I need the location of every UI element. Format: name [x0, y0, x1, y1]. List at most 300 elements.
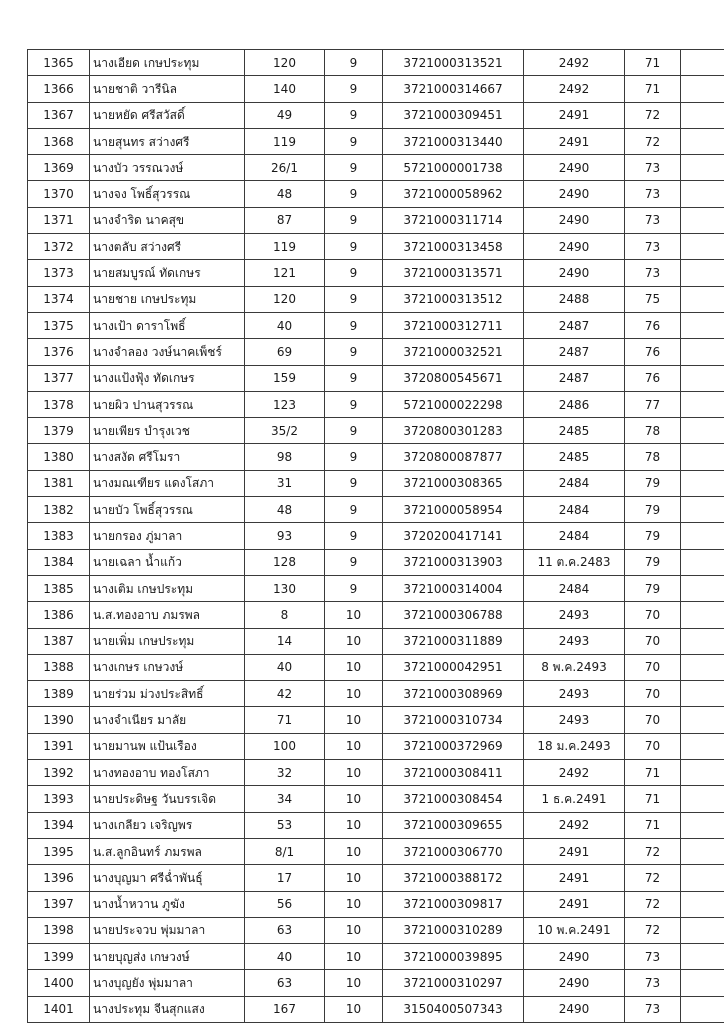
table-row [28, 523, 724, 549]
citizen-id-cell: 3721000306770 [383, 838, 524, 864]
remark-cell [681, 365, 724, 391]
person-name-cell: นางมณเฑียร แดงโสภา [90, 470, 245, 496]
row-number-cell: 1394 [28, 812, 90, 838]
village-number-cell: 9 [325, 575, 383, 601]
table-row [28, 444, 724, 470]
age-cell: 70 [625, 602, 681, 628]
age-cell: 70 [625, 733, 681, 759]
table-row [28, 681, 724, 707]
table-row [28, 838, 724, 864]
remark-cell [681, 128, 724, 154]
table-row [28, 733, 724, 759]
village-number-cell: 10 [325, 654, 383, 680]
citizen-id-cell: 3721000058954 [383, 497, 524, 523]
table-row [28, 865, 724, 891]
remark-cell [681, 707, 724, 733]
remark-cell [681, 102, 724, 128]
citizen-id-cell: 3721000308454 [383, 786, 524, 812]
citizen-id-cell: 3721000311889 [383, 628, 524, 654]
table-row [28, 654, 724, 680]
age-cell: 73 [625, 181, 681, 207]
citizen-id-cell: 3721000042951 [383, 654, 524, 680]
remark-cell [681, 786, 724, 812]
remark-cell [681, 155, 724, 181]
village-number-cell: 10 [325, 812, 383, 838]
citizen-id-cell: 3721000310289 [383, 917, 524, 943]
row-number-cell: 1367 [28, 102, 90, 128]
row-number-cell: 1378 [28, 391, 90, 417]
table-row [28, 707, 724, 733]
birth-year-cell: 18 ม.ค.2493 [524, 733, 625, 759]
house-number-cell: 34 [245, 786, 325, 812]
birth-year-cell: 2493 [524, 681, 625, 707]
age-cell: 71 [625, 50, 681, 76]
village-number-cell: 9 [325, 260, 383, 286]
citizen-id-cell: 3721000313458 [383, 234, 524, 260]
house-number-cell: 40 [245, 654, 325, 680]
age-cell: 75 [625, 286, 681, 312]
birth-year-cell: 2490 [524, 234, 625, 260]
village-number-cell: 10 [325, 970, 383, 996]
row-number-cell: 1379 [28, 418, 90, 444]
house-number-cell: 17 [245, 865, 325, 891]
birth-year-cell: 2485 [524, 418, 625, 444]
citizen-id-cell: 3721000313903 [383, 549, 524, 575]
remark-cell [681, 497, 724, 523]
person-name-cell: นายชาย เกษประทุม [90, 286, 245, 312]
citizen-id-cell: 3721000313521 [383, 50, 524, 76]
age-cell: 72 [625, 917, 681, 943]
house-number-cell: 167 [245, 996, 325, 1022]
house-number-cell: 119 [245, 234, 325, 260]
citizen-id-cell: 3721000309817 [383, 891, 524, 917]
birth-year-cell: 2491 [524, 838, 625, 864]
row-number-cell: 1396 [28, 865, 90, 891]
age-cell: 79 [625, 497, 681, 523]
birth-year-cell: 10 พ.ค.2491 [524, 917, 625, 943]
table-row [28, 365, 724, 391]
village-number-cell: 9 [325, 76, 383, 102]
person-name-cell: น.ส.ลูกอินทร์ ภมรพล [90, 838, 245, 864]
citizen-id-cell: 5721000022298 [383, 391, 524, 417]
row-number-cell: 1395 [28, 838, 90, 864]
row-number-cell: 1385 [28, 575, 90, 601]
remark-cell [681, 865, 724, 891]
citizen-id-cell: 3720800301283 [383, 418, 524, 444]
age-cell: 78 [625, 444, 681, 470]
person-name-cell: นางทองอาบ ทองโสภา [90, 760, 245, 786]
house-number-cell: 26/1 [245, 155, 325, 181]
table-row [28, 207, 724, 233]
citizen-id-cell: 3721000308969 [383, 681, 524, 707]
house-number-cell: 121 [245, 260, 325, 286]
age-cell: 73 [625, 207, 681, 233]
village-number-cell: 10 [325, 865, 383, 891]
remark-cell [681, 50, 724, 76]
house-number-cell: 71 [245, 707, 325, 733]
citizen-id-cell: 3721000039895 [383, 944, 524, 970]
birth-year-cell: 8 พ.ค.2493 [524, 654, 625, 680]
table-row [28, 312, 724, 338]
house-number-cell: 42 [245, 681, 325, 707]
house-number-cell: 140 [245, 76, 325, 102]
person-name-cell: นายมานพ แป้นเรือง [90, 733, 245, 759]
citizen-id-cell: 3721000313512 [383, 286, 524, 312]
table-row [28, 602, 724, 628]
citizen-id-cell: 3720800087877 [383, 444, 524, 470]
house-number-cell: 8/1 [245, 838, 325, 864]
person-name-cell: นางจง โพธิ์สุวรรณ [90, 181, 245, 207]
citizen-id-cell: 3721000308411 [383, 760, 524, 786]
village-number-cell: 9 [325, 234, 383, 260]
age-cell: 72 [625, 891, 681, 917]
remark-cell [681, 654, 724, 680]
birth-year-cell: 2493 [524, 707, 625, 733]
age-cell: 73 [625, 970, 681, 996]
birth-year-cell: 2492 [524, 76, 625, 102]
house-number-cell: 14 [245, 628, 325, 654]
birth-year-cell: 2490 [524, 260, 625, 286]
remark-cell [681, 944, 724, 970]
table-row [28, 470, 724, 496]
village-number-cell: 9 [325, 365, 383, 391]
person-name-cell: นายร่วม ม่วงประสิทธิ์ [90, 681, 245, 707]
remark-cell [681, 286, 724, 312]
citizen-id-cell: 3721000306788 [383, 602, 524, 628]
register-table [27, 49, 724, 1023]
birth-year-cell: 2484 [524, 575, 625, 601]
age-cell: 73 [625, 260, 681, 286]
row-number-cell: 1384 [28, 549, 90, 575]
citizen-id-cell: 3721000311714 [383, 207, 524, 233]
citizen-id-cell: 3721000313571 [383, 260, 524, 286]
house-number-cell: 128 [245, 549, 325, 575]
table-row [28, 181, 724, 207]
birth-year-cell: 2493 [524, 602, 625, 628]
row-number-cell: 1383 [28, 523, 90, 549]
house-number-cell: 56 [245, 891, 325, 917]
table-row [28, 155, 724, 181]
person-name-cell: นางเกษร เกษวงษ์ [90, 654, 245, 680]
birth-year-cell: 2491 [524, 891, 625, 917]
village-number-cell: 9 [325, 444, 383, 470]
age-cell: 79 [625, 575, 681, 601]
birth-year-cell: 2492 [524, 50, 625, 76]
row-number-cell: 1377 [28, 365, 90, 391]
row-number-cell: 1386 [28, 602, 90, 628]
citizen-id-cell: 3721000312711 [383, 312, 524, 338]
person-name-cell: นางสงัด ศรีโมรา [90, 444, 245, 470]
birth-year-cell: 2486 [524, 391, 625, 417]
row-number-cell: 1376 [28, 339, 90, 365]
remark-cell [681, 838, 724, 864]
birth-year-cell: 2490 [524, 970, 625, 996]
age-cell: 79 [625, 470, 681, 496]
citizen-id-cell: 3721000310734 [383, 707, 524, 733]
remark-cell [681, 312, 724, 338]
birth-year-cell: 2484 [524, 523, 625, 549]
table-row [28, 50, 724, 76]
citizen-id-cell: 3721000372969 [383, 733, 524, 759]
birth-year-cell: 2490 [524, 944, 625, 970]
table-row [28, 786, 724, 812]
birth-year-cell: 2484 [524, 470, 625, 496]
table-row [28, 102, 724, 128]
citizen-id-cell: 3721000314667 [383, 76, 524, 102]
table-row [28, 996, 724, 1022]
table-row [28, 128, 724, 154]
house-number-cell: 123 [245, 391, 325, 417]
age-cell: 70 [625, 707, 681, 733]
village-number-cell: 10 [325, 891, 383, 917]
age-cell: 79 [625, 549, 681, 575]
house-number-cell: 87 [245, 207, 325, 233]
remark-cell [681, 444, 724, 470]
age-cell: 70 [625, 654, 681, 680]
row-number-cell: 1390 [28, 707, 90, 733]
row-number-cell: 1387 [28, 628, 90, 654]
person-name-cell: นายสุนทร สว่างศรี [90, 128, 245, 154]
birth-year-cell: 2490 [524, 181, 625, 207]
age-cell: 71 [625, 76, 681, 102]
age-cell: 73 [625, 944, 681, 970]
house-number-cell: 159 [245, 365, 325, 391]
birth-year-cell: 2485 [524, 444, 625, 470]
village-number-cell: 10 [325, 917, 383, 943]
row-number-cell: 1365 [28, 50, 90, 76]
person-name-cell: น.ส.ทองอาบ ภมรพล [90, 602, 245, 628]
row-number-cell: 1391 [28, 733, 90, 759]
age-cell: 71 [625, 760, 681, 786]
table-row [28, 418, 724, 444]
age-cell: 72 [625, 128, 681, 154]
remark-cell [681, 76, 724, 102]
village-number-cell: 9 [325, 155, 383, 181]
remark-cell [681, 996, 724, 1022]
village-number-cell: 9 [325, 549, 383, 575]
citizen-id-cell: 3721000309655 [383, 812, 524, 838]
village-number-cell: 10 [325, 786, 383, 812]
village-number-cell: 9 [325, 102, 383, 128]
row-number-cell: 1398 [28, 917, 90, 943]
age-cell: 73 [625, 234, 681, 260]
remark-cell [681, 681, 724, 707]
citizen-id-cell: 3721000313440 [383, 128, 524, 154]
remark-cell [681, 470, 724, 496]
birth-year-cell: 2487 [524, 312, 625, 338]
house-number-cell: 120 [245, 50, 325, 76]
person-name-cell: นายเพียร บำรุงเวช [90, 418, 245, 444]
row-number-cell: 1382 [28, 497, 90, 523]
village-number-cell: 10 [325, 602, 383, 628]
person-name-cell: นายหยัด ศรีสวัสดิ์ [90, 102, 245, 128]
remark-cell [681, 970, 724, 996]
person-name-cell: นายกรอง ภู่มาลา [90, 523, 245, 549]
house-number-cell: 40 [245, 944, 325, 970]
table-row [28, 286, 724, 312]
row-number-cell: 1373 [28, 260, 90, 286]
row-number-cell: 1368 [28, 128, 90, 154]
table-row [28, 970, 724, 996]
village-number-cell: 10 [325, 733, 383, 759]
birth-year-cell: 2487 [524, 365, 625, 391]
birth-year-cell: 2490 [524, 207, 625, 233]
village-number-cell: 10 [325, 996, 383, 1022]
birth-year-cell: 2492 [524, 760, 625, 786]
row-number-cell: 1366 [28, 76, 90, 102]
age-cell: 78 [625, 418, 681, 444]
person-name-cell: นายบัว โพธิ์สุวรรณ [90, 497, 245, 523]
age-cell: 77 [625, 391, 681, 417]
age-cell: 73 [625, 155, 681, 181]
row-number-cell: 1399 [28, 944, 90, 970]
table-row [28, 575, 724, 601]
remark-cell [681, 234, 724, 260]
table-row [28, 944, 724, 970]
row-number-cell: 1389 [28, 681, 90, 707]
citizen-id-cell: 3150400507343 [383, 996, 524, 1022]
village-number-cell: 9 [325, 128, 383, 154]
remark-cell [681, 760, 724, 786]
birth-year-cell: 2491 [524, 102, 625, 128]
person-name-cell: นางตลับ สว่างศรี [90, 234, 245, 260]
remark-cell [681, 260, 724, 286]
remark-cell [681, 917, 724, 943]
birth-year-cell: 2493 [524, 628, 625, 654]
birth-year-cell: 2491 [524, 128, 625, 154]
person-name-cell: นางจำริด นาคสุข [90, 207, 245, 233]
house-number-cell: 130 [245, 575, 325, 601]
table-row [28, 497, 724, 523]
citizen-id-cell: 3721000309451 [383, 102, 524, 128]
person-name-cell: นายประจวบ พุ่มมาลา [90, 917, 245, 943]
village-number-cell: 10 [325, 681, 383, 707]
village-number-cell: 9 [325, 207, 383, 233]
house-number-cell: 32 [245, 760, 325, 786]
person-name-cell: นางเกลียว เจริญพร [90, 812, 245, 838]
remark-cell [681, 207, 724, 233]
row-number-cell: 1380 [28, 444, 90, 470]
table-row [28, 891, 724, 917]
row-number-cell: 1371 [28, 207, 90, 233]
remark-cell [681, 575, 724, 601]
person-name-cell: นายเฉลา น้ำแก้ว [90, 549, 245, 575]
age-cell: 71 [625, 812, 681, 838]
age-cell: 76 [625, 339, 681, 365]
table-row [28, 339, 724, 365]
village-number-cell: 9 [325, 497, 383, 523]
house-number-cell: 63 [245, 970, 325, 996]
house-number-cell: 48 [245, 497, 325, 523]
person-name-cell: นางน้ำหวาน ภูฆัง [90, 891, 245, 917]
age-cell: 73 [625, 996, 681, 1022]
person-name-cell: นางเป้า ดาราโพธิ์ [90, 312, 245, 338]
house-number-cell: 69 [245, 339, 325, 365]
citizen-id-cell: 3721000032521 [383, 339, 524, 365]
row-number-cell: 1370 [28, 181, 90, 207]
row-number-cell: 1401 [28, 996, 90, 1022]
house-number-cell: 119 [245, 128, 325, 154]
person-name-cell: นางจำลอง วงษ์นาคเพ็ชร์ [90, 339, 245, 365]
age-cell: 71 [625, 786, 681, 812]
village-number-cell: 9 [325, 312, 383, 338]
table-row [28, 76, 724, 102]
house-number-cell: 63 [245, 917, 325, 943]
age-cell: 70 [625, 681, 681, 707]
register-sheet [27, 49, 680, 1023]
row-number-cell: 1397 [28, 891, 90, 917]
village-number-cell: 9 [325, 286, 383, 312]
row-number-cell: 1381 [28, 470, 90, 496]
house-number-cell: 93 [245, 523, 325, 549]
remark-cell [681, 181, 724, 207]
village-number-cell: 9 [325, 181, 383, 207]
table-row [28, 628, 724, 654]
village-number-cell: 10 [325, 838, 383, 864]
remark-cell [681, 602, 724, 628]
remark-cell [681, 733, 724, 759]
remark-cell [681, 523, 724, 549]
village-number-cell: 10 [325, 707, 383, 733]
person-name-cell: นางประทุม จีนสุกแสง [90, 996, 245, 1022]
house-number-cell: 98 [245, 444, 325, 470]
remark-cell [681, 418, 724, 444]
row-number-cell: 1375 [28, 312, 90, 338]
person-name-cell: นางบุญมา ศรีฉ่ำพันธุ์ [90, 865, 245, 891]
village-number-cell: 10 [325, 944, 383, 970]
person-name-cell: นายเพิ่ม เกษประทุม [90, 628, 245, 654]
village-number-cell: 9 [325, 418, 383, 444]
row-number-cell: 1372 [28, 234, 90, 260]
remark-cell [681, 339, 724, 365]
village-number-cell: 9 [325, 339, 383, 365]
person-name-cell: นางเอียด เกษประทุม [90, 50, 245, 76]
row-number-cell: 1388 [28, 654, 90, 680]
citizen-id-cell: 3721000388172 [383, 865, 524, 891]
birth-year-cell: 2487 [524, 339, 625, 365]
age-cell: 79 [625, 523, 681, 549]
citizen-id-cell: 3721000310297 [383, 970, 524, 996]
table-row [28, 391, 724, 417]
age-cell: 76 [625, 312, 681, 338]
remark-cell [681, 812, 724, 838]
village-number-cell: 9 [325, 391, 383, 417]
village-number-cell: 9 [325, 470, 383, 496]
village-number-cell: 9 [325, 50, 383, 76]
village-number-cell: 10 [325, 628, 383, 654]
house-number-cell: 100 [245, 733, 325, 759]
row-number-cell: 1400 [28, 970, 90, 996]
table-row [28, 812, 724, 838]
house-number-cell: 49 [245, 102, 325, 128]
house-number-cell: 8 [245, 602, 325, 628]
person-name-cell: นายสมบูรณ์ ทัดเกษร [90, 260, 245, 286]
village-number-cell: 10 [325, 760, 383, 786]
house-number-cell: 40 [245, 312, 325, 338]
person-name-cell: นางเติม เกษประทุม [90, 575, 245, 601]
birth-year-cell: 11 ต.ค.2483 [524, 549, 625, 575]
age-cell: 76 [625, 365, 681, 391]
remark-cell [681, 891, 724, 917]
citizen-id-cell: 3720800545671 [383, 365, 524, 391]
village-number-cell: 9 [325, 523, 383, 549]
birth-year-cell: 2488 [524, 286, 625, 312]
person-name-cell: นางแป้งฟุ้ง ทัดเกษร [90, 365, 245, 391]
table-row [28, 549, 724, 575]
row-number-cell: 1374 [28, 286, 90, 312]
person-name-cell: นายบุญส่ง เกษวงษ์ [90, 944, 245, 970]
birth-year-cell: 2490 [524, 996, 625, 1022]
